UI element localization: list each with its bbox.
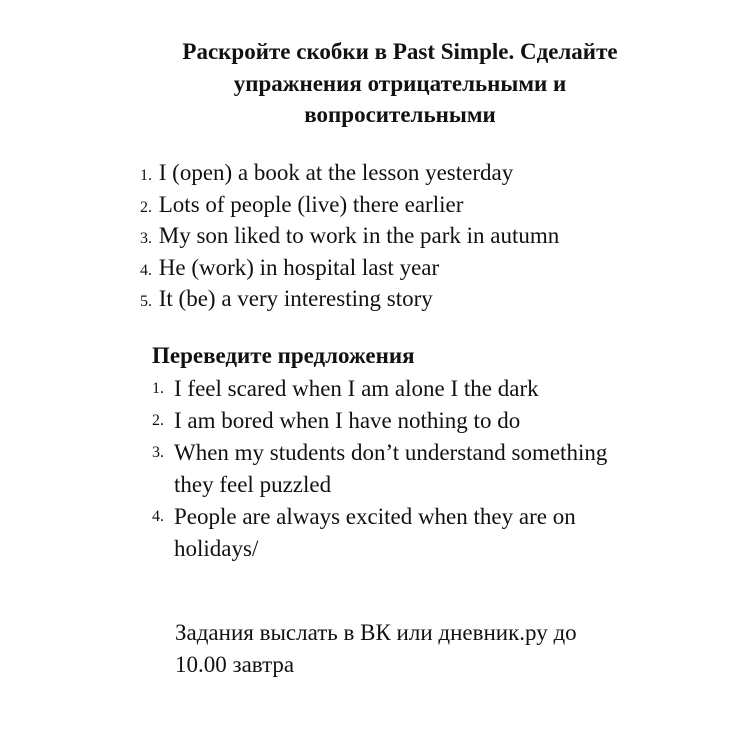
assignment-note-line: 10.00 завтра (175, 651, 295, 677)
item-number: 5. (140, 293, 152, 310)
item-number: 1. (152, 380, 164, 397)
section-heading: Переведите предложения (152, 343, 415, 368)
item-text-line: People are always excited when they are on (174, 504, 576, 529)
item-text-line: When my students don’t understand something (174, 440, 608, 465)
item-text (174, 373, 712, 405)
title-line: упражнения отрицательными и (233, 70, 567, 96)
list-item (152, 405, 712, 437)
item-number: 4. (140, 261, 152, 279)
item-number: 4. (152, 508, 164, 525)
list-item (152, 501, 712, 565)
list-item (152, 373, 712, 405)
item-text: I (open) a book at the lesson yesterday (158, 160, 514, 185)
item-text-line: I feel scared when I am alone I the dark (174, 376, 539, 401)
item-text-line: I am bored when I have nothing to do (174, 408, 521, 433)
item-text (174, 501, 712, 565)
list-item (128, 252, 688, 284)
title-line: вопросительными (304, 102, 496, 127)
item-number: 1. (140, 167, 152, 184)
list-item (128, 220, 688, 252)
item-text (174, 437, 712, 501)
item-text: Lots of people (live) there earlier (158, 191, 464, 217)
item-text-line: holidays/ (174, 536, 259, 561)
exercise-1-list (128, 157, 688, 315)
list-item (128, 157, 688, 189)
item-number: 2. (140, 198, 152, 216)
title-line: Раскройте скобки в Past Simple. Сделайте (182, 39, 618, 64)
item-text: He (work) in hospital last year (158, 254, 440, 280)
item-text (174, 405, 712, 437)
item-number: 3. (140, 230, 152, 247)
assignment-note-line: Задания выслать в ВК или дневник.ру до (175, 620, 577, 645)
item-number: 2. (152, 412, 164, 429)
list-item (152, 437, 712, 501)
item-text: It (be) a very interesting story (158, 286, 433, 311)
list-item (128, 283, 688, 315)
list-item (128, 189, 688, 221)
page-title (100, 36, 700, 131)
assignment-note (175, 617, 577, 680)
item-text-line: they feel puzzled (174, 472, 332, 497)
exercise-2-list (152, 373, 712, 565)
item-text: My son liked to work in the park in autumn (158, 223, 560, 248)
item-number: 3. (152, 444, 164, 461)
